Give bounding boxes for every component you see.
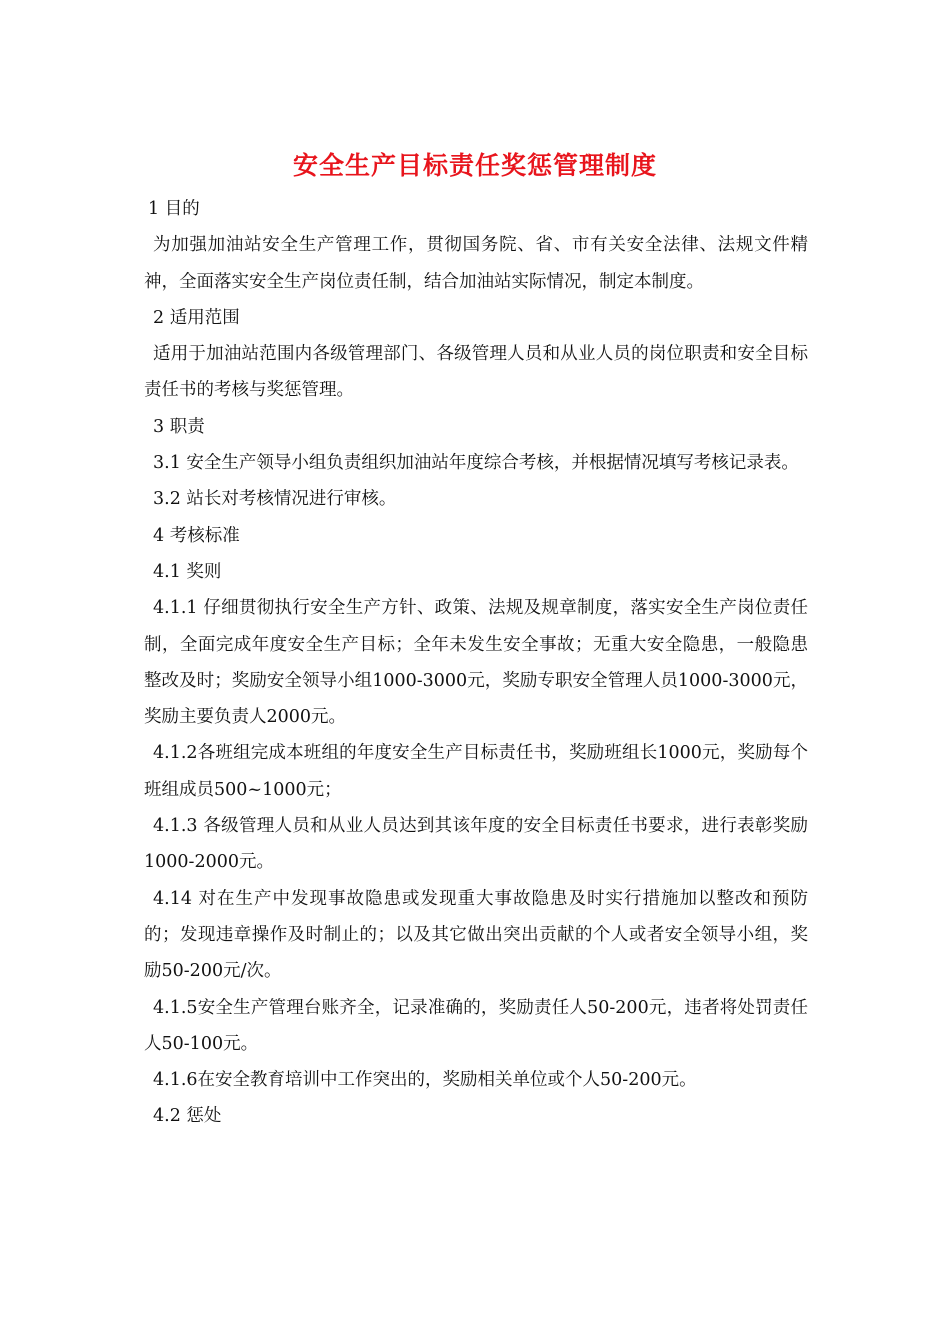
paragraph-reward-4-1-4: 4.14 对在生产中发现事故隐患或发现重大事故隐患及时实行措施加以整改和预防的；发现违章操作及时制止的；以及其它做出突出贡献的个人或者安全领导小组，奖励50-200元/次。 xyxy=(144,888,808,982)
paragraph-purpose: 为加强加油站安全生产管理工作，贯彻国务院、省、市有关安全法律、法规文件精神，全面落实安全生产岗位责任制，结合加油站实际情况，制定本制度。 xyxy=(144,235,808,292)
section-heading-scope: 2 适用范围 xyxy=(153,307,240,328)
document-title: 安全生产目标责任奖惩管理制度 xyxy=(292,151,657,180)
paragraph-duty-3-2: 3.2 站长对考核情况进行审核。 xyxy=(153,489,397,510)
section-heading-purpose: 1 目的 xyxy=(148,199,200,219)
document-body xyxy=(144,191,808,1135)
section-heading-standards: 4 考核标准 xyxy=(153,525,240,546)
paragraph-reward-4-1-6: 4.1.6在安全教育培训中工作突出的，奖励相关单位或个人50-200元。 xyxy=(153,1070,697,1091)
paragraph-duty-3-1: 3.1 安全生产领导小组负责组织加油站年度综合考核，并根据情况填写考核记录表。 xyxy=(153,453,799,474)
paragraph-reward-4-1-3: 4.1.3 各级管理人员和从业人员达到其该年度的安全目标责任书要求，进行表彰奖励1000-2000元。 xyxy=(144,816,808,873)
paragraph-reward-4-1-1: 4.1.1 仔细贯彻执行安全生产方针、政策、法规及规章制度，落实安全生产岗位责任制，全面完成年度安全生产目标；全年未发生安全事故；无重大安全隐患，一般隐患整改及时；奖励安全领导小组1000-3000元，奖励专职安全管理人员1000-3000元，奖励主要负责人2000元。 xyxy=(144,598,808,728)
paragraph-scope: 适用于加油站范围内各级管理部门、各级管理人员和从业人员的岗位职责和安全目标责任书的考核与奖惩管理。 xyxy=(144,344,808,401)
paragraph-reward-4-1-2: 4.1.2各班组完成本班组的年度安全生产目标责任书，奖励班组长1000元，奖励每个班组成员500~1000元； xyxy=(144,743,808,800)
subsection-heading-rewards: 4.1 奖则 xyxy=(153,561,222,582)
paragraph-reward-4-1-5: 4.1.5安全生产管理台账齐全，记录准确的，奖励责任人50-200元，违者将处罚责任人50-100元。 xyxy=(144,997,808,1054)
section-heading-duties: 3 职责 xyxy=(153,416,205,437)
subsection-heading-penalties: 4.2 惩处 xyxy=(153,1106,222,1127)
